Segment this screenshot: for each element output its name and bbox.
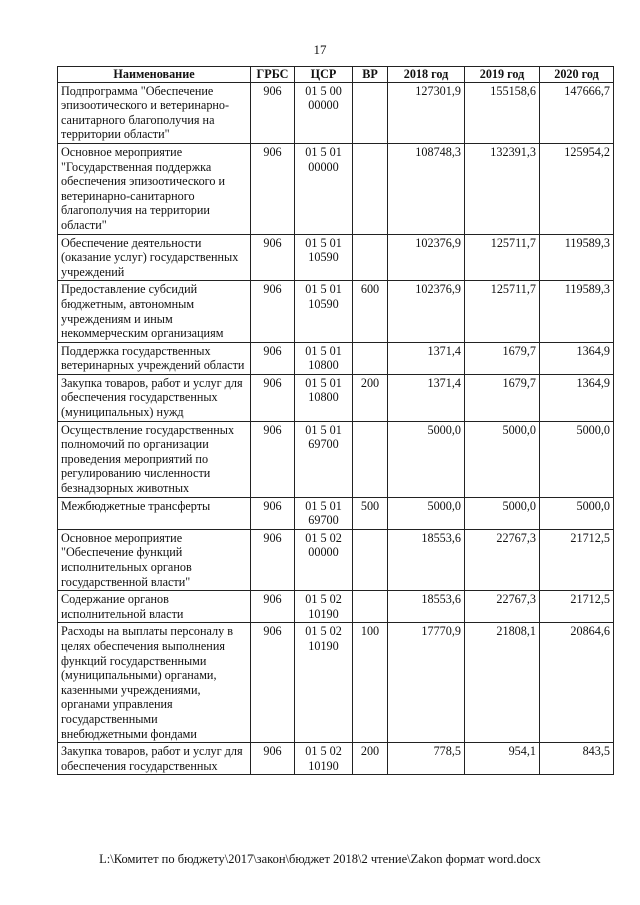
cell-2019: 5000,0 bbox=[465, 421, 540, 497]
header-grbs: ГРБС bbox=[251, 67, 295, 83]
cell-name: Осуществление государственных полномочий по организации проведения мероприятий по регулированию численности безнадзорных животных bbox=[58, 421, 251, 497]
cell-2020: 147666,7 bbox=[540, 82, 614, 143]
table-row bbox=[58, 623, 614, 743]
cell-vr: 500 bbox=[353, 497, 388, 529]
cell-2019: 22767,3 bbox=[465, 591, 540, 623]
cell-2019: 155158,6 bbox=[465, 82, 540, 143]
cell-grbs: 906 bbox=[251, 143, 295, 234]
cell-vr bbox=[353, 342, 388, 374]
header-csr: ЦСР bbox=[295, 67, 353, 83]
header-vr: ВР bbox=[353, 67, 388, 83]
cell-name: Закупка товаров, работ и услуг для обеспечения государственных bbox=[58, 743, 251, 775]
cell-2018: 18553,6 bbox=[388, 529, 465, 590]
cell-2018: 5000,0 bbox=[388, 421, 465, 497]
header-2018: 2018 год bbox=[388, 67, 465, 83]
cell-vr bbox=[353, 82, 388, 143]
cell-vr: 200 bbox=[353, 374, 388, 421]
cell-2020: 1364,9 bbox=[540, 374, 614, 421]
table-row bbox=[58, 529, 614, 590]
table-row bbox=[58, 234, 614, 281]
cell-csr: 01 5 02 00000 bbox=[295, 529, 353, 590]
cell-2020: 20864,6 bbox=[540, 623, 614, 743]
cell-2020: 1364,9 bbox=[540, 342, 614, 374]
cell-vr: 100 bbox=[353, 623, 388, 743]
cell-grbs: 906 bbox=[251, 743, 295, 775]
file-path-footer: L:\Комитет по бюджету\2017\закон\бюджет 2018\2 чтение\Zakon формат word.docx bbox=[99, 852, 541, 866]
cell-2020: 119589,3 bbox=[540, 234, 614, 281]
cell-csr: 01 5 02 10190 bbox=[295, 591, 353, 623]
cell-grbs: 906 bbox=[251, 497, 295, 529]
cell-name: Содержание органов исполнительной власти bbox=[58, 591, 251, 623]
cell-2018: 778,5 bbox=[388, 743, 465, 775]
cell-2019: 125711,7 bbox=[465, 234, 540, 281]
cell-2018: 108748,3 bbox=[388, 143, 465, 234]
cell-grbs: 906 bbox=[251, 374, 295, 421]
table-row bbox=[58, 421, 614, 497]
table-row bbox=[58, 743, 614, 775]
cell-grbs: 906 bbox=[251, 421, 295, 497]
cell-name: Подпрограмма "Обеспечение эпизоотического и ветеринарно-санитарного благополучия на территории области" bbox=[58, 82, 251, 143]
cell-name: Основное мероприятие "Государственная поддержка обеспечения эпизоотического и ветеринарно-санитарного благополучия на территории области" bbox=[58, 143, 251, 234]
cell-2019: 132391,3 bbox=[465, 143, 540, 234]
cell-2018: 1371,4 bbox=[388, 342, 465, 374]
cell-name: Предоставление субсидий бюджетным, автономным учреждениям и иным некоммерческим организациям bbox=[58, 281, 251, 342]
cell-csr: 01 5 01 69700 bbox=[295, 421, 353, 497]
cell-2019: 125711,7 bbox=[465, 281, 540, 342]
cell-2019: 1679,7 bbox=[465, 342, 540, 374]
cell-2018: 5000,0 bbox=[388, 497, 465, 529]
table-header-row bbox=[58, 67, 614, 83]
cell-grbs: 906 bbox=[251, 234, 295, 281]
cell-vr bbox=[353, 591, 388, 623]
cell-2020: 5000,0 bbox=[540, 421, 614, 497]
cell-2019: 5000,0 bbox=[465, 497, 540, 529]
cell-2019: 954,1 bbox=[465, 743, 540, 775]
cell-name: Межбюджетные трансферты bbox=[58, 497, 251, 529]
cell-2020: 125954,2 bbox=[540, 143, 614, 234]
table-row bbox=[58, 143, 614, 234]
header-2020: 2020 год bbox=[540, 67, 614, 83]
cell-2018: 18553,6 bbox=[388, 591, 465, 623]
cell-vr bbox=[353, 234, 388, 281]
cell-csr: 01 5 01 10590 bbox=[295, 281, 353, 342]
budget-table bbox=[57, 66, 614, 775]
table-row bbox=[58, 591, 614, 623]
cell-2020: 21712,5 bbox=[540, 591, 614, 623]
cell-grbs: 906 bbox=[251, 529, 295, 590]
cell-vr: 200 bbox=[353, 743, 388, 775]
header-name: Наименование bbox=[58, 67, 251, 83]
cell-2019: 1679,7 bbox=[465, 374, 540, 421]
table-row bbox=[58, 497, 614, 529]
table-row bbox=[58, 281, 614, 342]
table-row bbox=[58, 342, 614, 374]
cell-csr: 01 5 02 10190 bbox=[295, 743, 353, 775]
cell-name: Расходы на выплаты персоналу в целях обеспечения выполнения функций государственными (муниципальными) органами, казенными учреждениями, органами управления государственными внебюджетными фондами bbox=[58, 623, 251, 743]
table-row bbox=[58, 82, 614, 143]
cell-2018: 17770,9 bbox=[388, 623, 465, 743]
cell-2020: 843,5 bbox=[540, 743, 614, 775]
cell-2018: 127301,9 bbox=[388, 82, 465, 143]
cell-grbs: 906 bbox=[251, 82, 295, 143]
cell-2020: 21712,5 bbox=[540, 529, 614, 590]
cell-2020: 5000,0 bbox=[540, 497, 614, 529]
header-2019: 2019 год bbox=[465, 67, 540, 83]
table-row bbox=[58, 374, 614, 421]
cell-grbs: 906 bbox=[251, 281, 295, 342]
cell-csr: 01 5 01 00000 bbox=[295, 143, 353, 234]
cell-2018: 1371,4 bbox=[388, 374, 465, 421]
cell-vr bbox=[353, 421, 388, 497]
cell-2020: 119589,3 bbox=[540, 281, 614, 342]
cell-name: Закупка товаров, работ и услуг для обеспечения государственных (муниципальных) нужд bbox=[58, 374, 251, 421]
cell-2019: 22767,3 bbox=[465, 529, 540, 590]
cell-vr: 600 bbox=[353, 281, 388, 342]
cell-grbs: 906 bbox=[251, 342, 295, 374]
cell-csr: 01 5 01 10800 bbox=[295, 374, 353, 421]
cell-csr: 01 5 01 69700 bbox=[295, 497, 353, 529]
cell-grbs: 906 bbox=[251, 623, 295, 743]
cell-vr bbox=[353, 529, 388, 590]
cell-grbs: 906 bbox=[251, 591, 295, 623]
cell-2019: 21808,1 bbox=[465, 623, 540, 743]
cell-csr: 01 5 02 10190 bbox=[295, 623, 353, 743]
page-number: 17 bbox=[313, 42, 327, 57]
cell-csr: 01 5 01 10590 bbox=[295, 234, 353, 281]
cell-name: Обеспечение деятельности (оказание услуг) государственных учреждений bbox=[58, 234, 251, 281]
cell-name: Поддержка государственных ветеринарных учреждений области bbox=[58, 342, 251, 374]
cell-vr bbox=[353, 143, 388, 234]
cell-2018: 102376,9 bbox=[388, 234, 465, 281]
cell-csr: 01 5 00 00000 bbox=[295, 82, 353, 143]
cell-name: Основное мероприятие "Обеспечение функций исполнительных органов государственной власти" bbox=[58, 529, 251, 590]
cell-2018: 102376,9 bbox=[388, 281, 465, 342]
cell-csr: 01 5 01 10800 bbox=[295, 342, 353, 374]
